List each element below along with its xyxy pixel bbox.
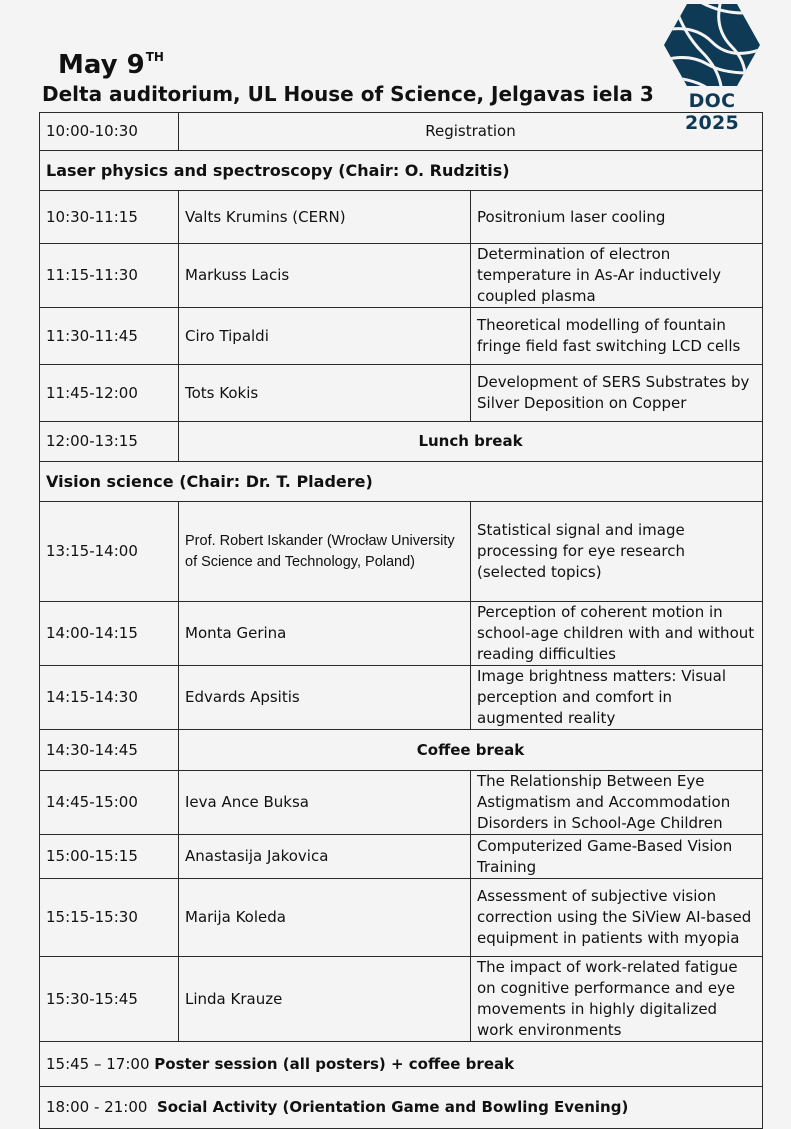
speaker-cell: Marija Koleda: [179, 879, 471, 957]
talk-title: Assessment of subjective vision correction using the SiView AI-based equipment in patients with myopia: [471, 879, 763, 957]
table-row: [40, 422, 763, 462]
time-cell: 14:45-15:00: [40, 771, 179, 835]
talk-title: Perception of coherent motion in school-age children with and without reading difficulties: [471, 602, 763, 666]
table-row: [40, 244, 763, 308]
poster-session-row: [40, 1042, 763, 1087]
speaker-cell: Prof. Robert Iskander (Wrocław University of Science and Technology, Poland): [179, 502, 471, 602]
time-cell: 14:15-14:30: [40, 666, 179, 730]
talk-title: The impact of work-related fatigue on cognitive performance and eye movements in highly digitalized work environments: [471, 957, 763, 1042]
poster-session-time: 15:45 – 17:00: [46, 1054, 150, 1073]
table-row: [40, 191, 763, 244]
time-cell: 11:45-12:00: [40, 365, 179, 422]
speaker-cell: Linda Krauze: [179, 957, 471, 1042]
table-row: [40, 365, 763, 422]
talk-title: Positronium laser cooling: [471, 191, 763, 244]
speaker-cell: Anastasija Jakovica: [179, 835, 471, 879]
time-cell: 14:00-14:15: [40, 602, 179, 666]
table-row: [40, 113, 763, 151]
time-cell: 11:30-11:45: [40, 308, 179, 365]
table-row: [40, 957, 763, 1042]
table-row: [40, 666, 763, 730]
speaker-cell: Monta Gerina: [179, 602, 471, 666]
talk-title: Image brightness matters: Visual perception and comfort in augmented reality: [471, 666, 763, 730]
social-activity-row: [40, 1087, 763, 1129]
talk-title: The Relationship Between Eye Astigmatism and Accommodation Disorders in School-Age Children: [471, 771, 763, 835]
time-cell: 15:00-15:15: [40, 835, 179, 879]
table-row: [40, 835, 763, 879]
talk-title: Development of SERS Substrates by Silver Deposition on Copper: [471, 365, 763, 422]
table-row: [40, 502, 763, 602]
talk-title: Computerized Game-Based Vision Training: [471, 835, 763, 879]
section-header: [40, 151, 763, 191]
time-cell: 10:30-11:15: [40, 191, 179, 244]
speaker-cell: Tots Kokis: [179, 365, 471, 422]
time-cell: 15:30-15:45: [40, 957, 179, 1042]
coffee-break-label: Coffee break: [179, 730, 763, 771]
section-title: Laser physics and spectroscopy (Chair: O. Rudzitis): [40, 151, 763, 191]
talk-title: Determination of electron temperature in As-Ar inductively coupled plasma: [471, 244, 763, 308]
time-cell: 11:15-11:30: [40, 244, 179, 308]
talk-title: Theoretical modelling of fountain fringe field fast switching LCD cells: [471, 308, 763, 365]
table-row: [40, 308, 763, 365]
table-row: [40, 1042, 763, 1087]
venue-title: Delta auditorium, UL House of Science, Jelgavas iela 3: [42, 82, 654, 106]
event-date: May 9TH: [58, 50, 164, 80]
time-cell: 14:30-14:45: [40, 730, 179, 771]
table-row: [40, 602, 763, 666]
time-cell: 15:15-15:30: [40, 879, 179, 957]
time-cell: 12:00-13:15: [40, 422, 179, 462]
table-row: [40, 879, 763, 957]
speaker-cell: Valts Krumins (CERN): [179, 191, 471, 244]
speaker-cell: Edvards Apsitis: [179, 666, 471, 730]
speaker-cell: Ieva Ance Buksa: [179, 771, 471, 835]
table-row: [40, 1087, 763, 1129]
schedule-table: [39, 112, 763, 1129]
registration-label: Registration: [179, 113, 763, 151]
lunch-break-label: Lunch break: [179, 422, 763, 462]
section-header: [40, 462, 763, 502]
doc-logo: [660, 2, 764, 134]
logo-text: DOC 2025: [684, 90, 740, 134]
speaker-cell: Ciro Tipaldi: [179, 308, 471, 365]
time-cell: 10:00-10:30: [40, 113, 179, 151]
time-cell: 13:15-14:00: [40, 502, 179, 602]
table-row: [40, 730, 763, 771]
speaker-cell: Markuss Lacis: [179, 244, 471, 308]
section-title: Vision science (Chair: Dr. T. Pladere): [40, 462, 763, 502]
social-activity-time: 18:00 - 21:00: [46, 1098, 148, 1116]
table-row: [40, 771, 763, 835]
hexagon-logo-icon: [662, 2, 762, 88]
talk-title: Statistical signal and image processing for eye research (selected topics): [471, 502, 763, 602]
social-activity-label: Social Activity (Orientation Game and Bowling Evening): [156, 1098, 629, 1116]
poster-session-label: Poster session (all posters) + coffee break: [154, 1054, 515, 1073]
